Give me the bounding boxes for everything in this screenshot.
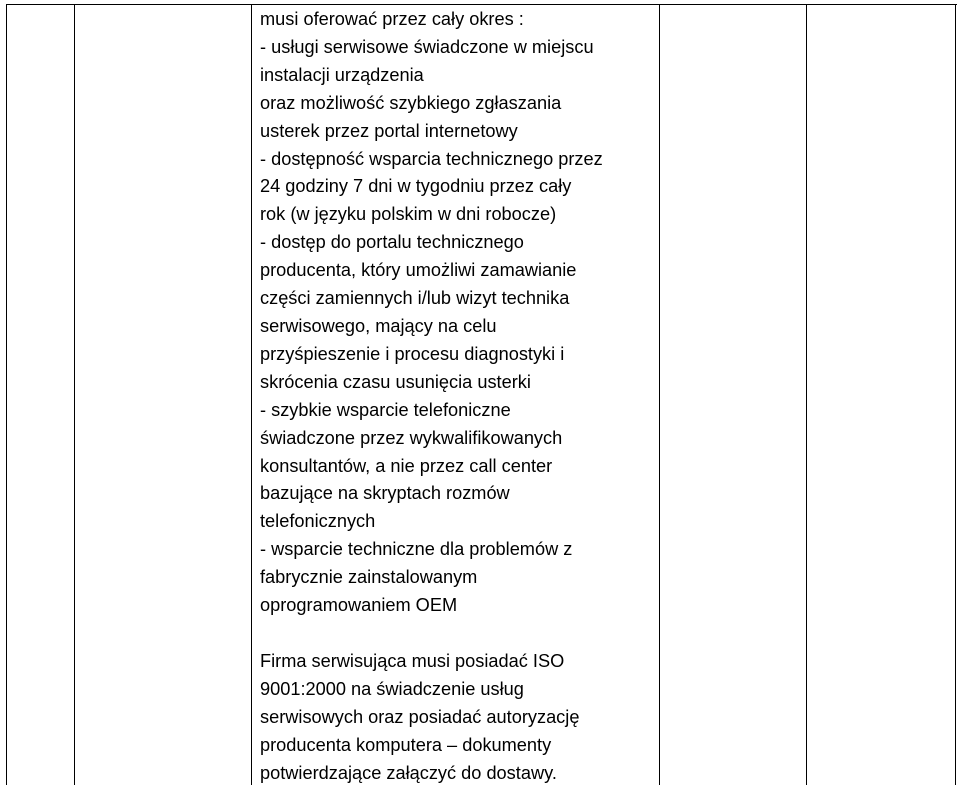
spec-line: serwisowego, mający na celu [260, 315, 497, 336]
spec-line: oprogramowaniem OEM [260, 595, 458, 616]
spec-line: oraz możliwość szybkiego zgłaszania [260, 92, 562, 113]
spec-line: producenta, który umożliwi zamawianie [260, 260, 577, 281]
column-border-3 [251, 4, 252, 785]
iso-line: serwisowych oraz posiadać autoryzację [260, 706, 580, 727]
specification-cell [260, 6, 655, 787]
column-border-1 [6, 4, 7, 785]
column-border-5 [806, 4, 807, 785]
spec-line: konsultantów, a nie przez call center [260, 455, 553, 476]
spec-line: musi oferować przez cały okres : [260, 9, 524, 29]
spec-line: świadczone przez wykwalifikowanych [260, 427, 563, 448]
spec-line: - wsparcie techniczne dla problemów z [260, 539, 573, 560]
column-border-2 [74, 4, 75, 785]
spec-line: skrócenia czasu usunięcia usterki [260, 371, 531, 392]
spec-line: - dostęp do portalu technicznego [260, 232, 524, 253]
spec-line: fabrycznie zainstalowanym [260, 567, 478, 588]
spec-line: instalacji urządzenia [260, 64, 424, 85]
iso-line: 9001:2000 na świadczenie usług [260, 678, 524, 699]
spec-line: usterek przez portal internetowy [260, 120, 518, 141]
column-border-6 [955, 4, 956, 785]
spec-line: telefonicznych [260, 511, 376, 532]
iso-line: potwierdzające załączyć do dostawy. [260, 762, 557, 783]
spec-line: - usługi serwisowe świadczone w miejscu [260, 36, 594, 57]
spec-line: bazujące na skryptach rozmów [260, 483, 510, 504]
spec-line: części zamiennych i/lub wizyt technika [260, 288, 570, 309]
spec-line: - dostępność wsparcia technicznego przez [260, 148, 603, 169]
iso-line: Firma serwisująca musi posiadać ISO [260, 650, 565, 671]
table-top-border [6, 4, 957, 5]
paragraph-gap [260, 620, 655, 648]
spec-line: przyśpieszenie i procesu diagnostyki i [260, 343, 565, 364]
spec-line: rok (w języku polskim w dni robocze) [260, 204, 557, 225]
spec-line: - szybkie wsparcie telefoniczne [260, 399, 511, 420]
iso-line: producenta komputera – dokumenty [260, 734, 552, 755]
column-border-4 [659, 4, 660, 785]
spec-line: 24 godziny 7 dni w tygodniu przez cały [260, 176, 572, 197]
